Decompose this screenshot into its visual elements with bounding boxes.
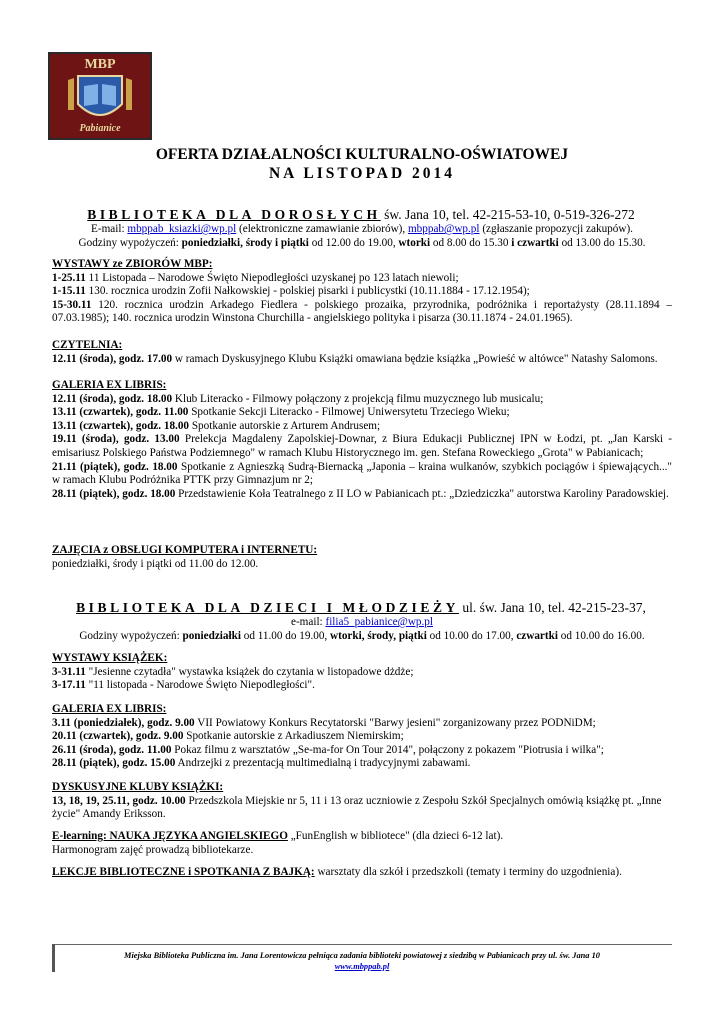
item-date: 1-25.11 — [52, 271, 86, 284]
list-item — [52, 757, 672, 771]
email-label: e-mail: — [290, 616, 326, 628]
section-heading: WYSTAWY KSIĄŻEK: — [52, 652, 168, 664]
section-heading: E-learning: NAUKA JĘZYKA ANGIELSKIEGO — [52, 830, 288, 842]
item-text: "11 listopada - Narodowe Święto Niepodległości". — [85, 679, 315, 692]
list-item — [52, 666, 672, 680]
email-link-filia[interactable]: filia5_pabianice@wp.pl — [325, 616, 434, 628]
hours-time: od 12.00 do 19.00, — [308, 236, 399, 249]
item-text: "Jesienne czytadła" wystawka książek do czytania w listopadowe dżdże; — [85, 665, 414, 678]
hours-days: poniedziałki — [182, 629, 241, 642]
item-date: 21.11 (piątek), godz. 18.00 — [52, 460, 178, 473]
email-note: (elektroniczne zamawianie zbiorów), — [236, 223, 408, 235]
item-text: 120. rocznica urodzin Arkadego Fiedlera - polskiego prozaika, przyrodnika, podróżnika i reportażysty (28.11.1894 – 07.03.1985); 140. rocznica urodzin Winstona Churchilla - angielskiego polityka i pisarza (30.11.1874 - 24.01.1965). — [52, 298, 672, 325]
hours-days: i czwartki — [511, 236, 559, 249]
item-date: 12.11 (środa), godz. 17.00 — [52, 352, 173, 365]
item-date: 3-31.11 — [52, 665, 86, 678]
hours-days: poniedziałki, środy i piątki — [181, 236, 309, 249]
item-text: Andrzejki z prezentacją multimedialną i tradycyjnymi zabawami. — [175, 757, 471, 770]
item-date: 3.11 (poniedziałek), godz. 9.00 — [52, 716, 195, 729]
children-gallery — [52, 703, 672, 771]
footer-text: Miejska Biblioteka Publiczna im. Jana Lorentowicza pełniąca zadania biblioteki powiatowej z siedzibą w Pabianicach przy ul. św. Jana 10 — [124, 951, 600, 960]
hours-days: wtorki, środy, piątki — [330, 629, 427, 642]
item-text: Przedszkola Miejskie nr 5, 11 i 13 oraz uczniowie z Zespołu Szkół Specjalnych omówią książkę pt. „Inne życie" Amandy Eriksson. — [52, 794, 662, 821]
hours-days: wtorki — [398, 236, 431, 249]
children-contact — [52, 616, 672, 643]
list-item — [52, 488, 672, 502]
children-book-clubs — [52, 781, 672, 822]
item-text: w ramach Dyskusyjnego Klubu Książki omawiana będzie książka „Powieść w altówce" Natashy Salomons. — [172, 352, 658, 365]
hours-days: czwartki — [516, 629, 558, 642]
item-date: 26.11 (środa), godz. 11.00 — [52, 743, 172, 756]
children-elearning — [52, 830, 672, 857]
item-date: 1-15.11 — [52, 285, 86, 298]
item-text: „FunEnglish w bibliotece" (dla dzieci 6-12 lat). — [287, 830, 504, 842]
item-text: Harmonogram zajęć prowadzą bibliotekarze. — [52, 843, 254, 856]
item-date: 28.11 (piątek), godz. 15.00 — [52, 757, 176, 770]
list-item — [52, 433, 672, 460]
item-text: Spotkanie z Agnieszką Sudrą-Biernacką „Japonia – kraina wulkanów, szybkich pociągów i śpiewających..." w ramach Klubu Podróżnika PTTK przy Gimnazjum nr 2; — [52, 460, 672, 487]
logo-bottom-text: Pabianice — [79, 123, 121, 135]
list-item — [52, 420, 672, 434]
item-date: 13, 18, 19, 25.11, godz. 10.00 — [52, 794, 186, 807]
children-section-heading — [50, 600, 672, 616]
section-heading: WYSTAWY ze ZBIORÓW MBP: — [52, 258, 213, 270]
list-item — [52, 730, 672, 744]
list-item — [52, 406, 672, 420]
section-heading: CZYTELNIA: — [52, 339, 123, 351]
item-text: 130. rocznica urodzin Zofii Nałkowskiej - polskiej pisarki i publicystki (10.11.1884 - 17.12.1954); — [85, 285, 530, 298]
item-text: Spotkanie autorskie z Arkadiuszem Niemirskim; — [183, 730, 404, 743]
item-date: 12.11 (środa), godz. 18.00 — [52, 392, 173, 405]
list-item — [52, 744, 672, 758]
footer-divider — [52, 944, 672, 945]
children-exhibitions — [52, 652, 672, 693]
page-title: OFERTA DZIAŁALNOŚCI KULTURALNO-OŚWIATOWEJ — [155, 146, 569, 163]
adults-computer-classes — [52, 544, 672, 571]
library-logo — [48, 52, 152, 140]
item-date: 13.11 (czwartek), godz. 11.00 — [52, 406, 189, 419]
email-label: E-mail: — [91, 223, 128, 235]
item-text: Przedstawienie Koła Teatralnego z II LO w Pabianicach pt.: „Dziedziczka" autorstwa Karoliny Paradowskiej. — [175, 487, 669, 500]
item-text: VII Powiatowy Konkurs Recytatorski "Barwy jesieni" zorganizowany przez PODNiDM; — [194, 716, 596, 729]
item-text: Spotkanie Sekcji Literacko - Filmowej Uniwersytetu Trzeciego Wieku; — [188, 406, 510, 419]
list-item — [52, 393, 672, 407]
children-address: ul. św. Jana 10, tel. 42-215-23-37, — [458, 600, 646, 615]
item-text: Spotkanie autorskie z Arturem Andrusem; — [189, 419, 381, 432]
hours-time: od 11.00 do 19.00, — [240, 629, 331, 642]
hours-time: od 8.00 do 15.30 — [430, 236, 512, 249]
item-text: poniedziałki, środy i piątki od 11.00 do 12.00. — [52, 557, 259, 570]
item-date: 15-30.11 — [52, 298, 92, 311]
item-date: 13.11 (czwartek), godz. 18.00 — [52, 419, 190, 432]
item-text: warsztaty dla szkół i przedszkoli (tematy i terminy do uzgodnienia). — [314, 866, 622, 878]
section-heading: ZAJĘCIA z OBSŁUGI KOMPUTERA i INTERNETU: — [52, 544, 318, 556]
email-link-mbppab[interactable]: mbppab@wp.pl — [407, 223, 480, 235]
section-heading: GALERIA EX LIBRIS: — [52, 379, 167, 391]
item-date: 20.11 (czwartek), godz. 9.00 — [52, 730, 184, 743]
footer-website-link[interactable]: www.mbppab.pl — [334, 962, 390, 971]
hours-label: Godziny wypożyczeń: — [79, 629, 183, 642]
adults-contact — [52, 223, 672, 250]
children-library-title: BIBLIOTEKA DLA DZIECI I MŁODZIEŻY — [76, 600, 459, 615]
logo-top-text: MBP — [84, 57, 116, 72]
list-item — [52, 299, 672, 326]
page-subtitle: NA LISTOPAD 2014 — [268, 165, 456, 182]
children-lessons — [52, 866, 672, 880]
adults-library-title: BIBLIOTEKA DLA DOROSŁYCH — [87, 207, 381, 222]
list-item — [52, 353, 672, 367]
list-item — [52, 285, 672, 299]
item-text: Pokaz filmu z warsztatów „Se-ma-for On Tour 2014", połączony z pokazem "Piotrusia i wilka"; — [171, 743, 604, 756]
list-item — [52, 272, 672, 286]
hours-time: od 10.00 do 17.00, — [426, 629, 517, 642]
item-text: Prelekcja Magdaleny Zapolskiej-Downar, z Biura Edukacji Publicznej IPN w Łodzi, pt. „Jan Karski - emisariusz Polskiego Państwa Podziemnego" w ramach Klubu Historycznego im. gen. Stefana Roweckiego „Grota" w Pabianicach; — [52, 433, 672, 459]
item-date: 19.11 (środa), godz. 13.00 — [52, 433, 180, 446]
list-item — [52, 461, 672, 488]
adults-reading-room — [52, 339, 672, 366]
section-heading: LEKCJE BIBLIOTECZNE i SPOTKANIA Z BAJKĄ: — [52, 866, 315, 878]
section-heading: DYSKUSYJNE KLUBY KSIĄŻKI: — [52, 781, 224, 793]
adults-address: św. Jana 10, tel. 42-215-53-10, 0-519-326-272 — [380, 207, 635, 222]
adults-section-heading — [50, 207, 672, 223]
item-text: Klub Literacko - Filmowy połączony z projekcją filmu muzycznego lub musicalu; — [172, 392, 544, 405]
item-date: 28.11 (piątek), godz. 18.00 — [52, 487, 176, 500]
adults-exhibitions — [52, 258, 672, 326]
item-text: 11 Listopada – Narodowe Święto Niepodległości uzyskanej po 123 latach niewoli; — [85, 271, 459, 284]
section-heading: GALERIA EX LIBRIS: — [52, 703, 167, 715]
list-item — [52, 717, 672, 731]
adults-gallery — [52, 379, 672, 501]
email-note-2: (zgłaszanie propozycji zakupów). — [479, 223, 633, 235]
list-item — [52, 679, 672, 693]
hours-label: Godziny wypożyczeń: — [78, 236, 182, 249]
hours-time: od 13.00 do 15.30. — [558, 236, 646, 249]
list-item — [52, 795, 672, 822]
item-date: 3-17.11 — [52, 679, 86, 692]
email-link-ksiazki[interactable]: mbppab_ksiazki@wp.pl — [127, 223, 237, 235]
page-footer — [52, 950, 672, 972]
hours-time: od 10.00 do 16.00. — [557, 629, 645, 642]
